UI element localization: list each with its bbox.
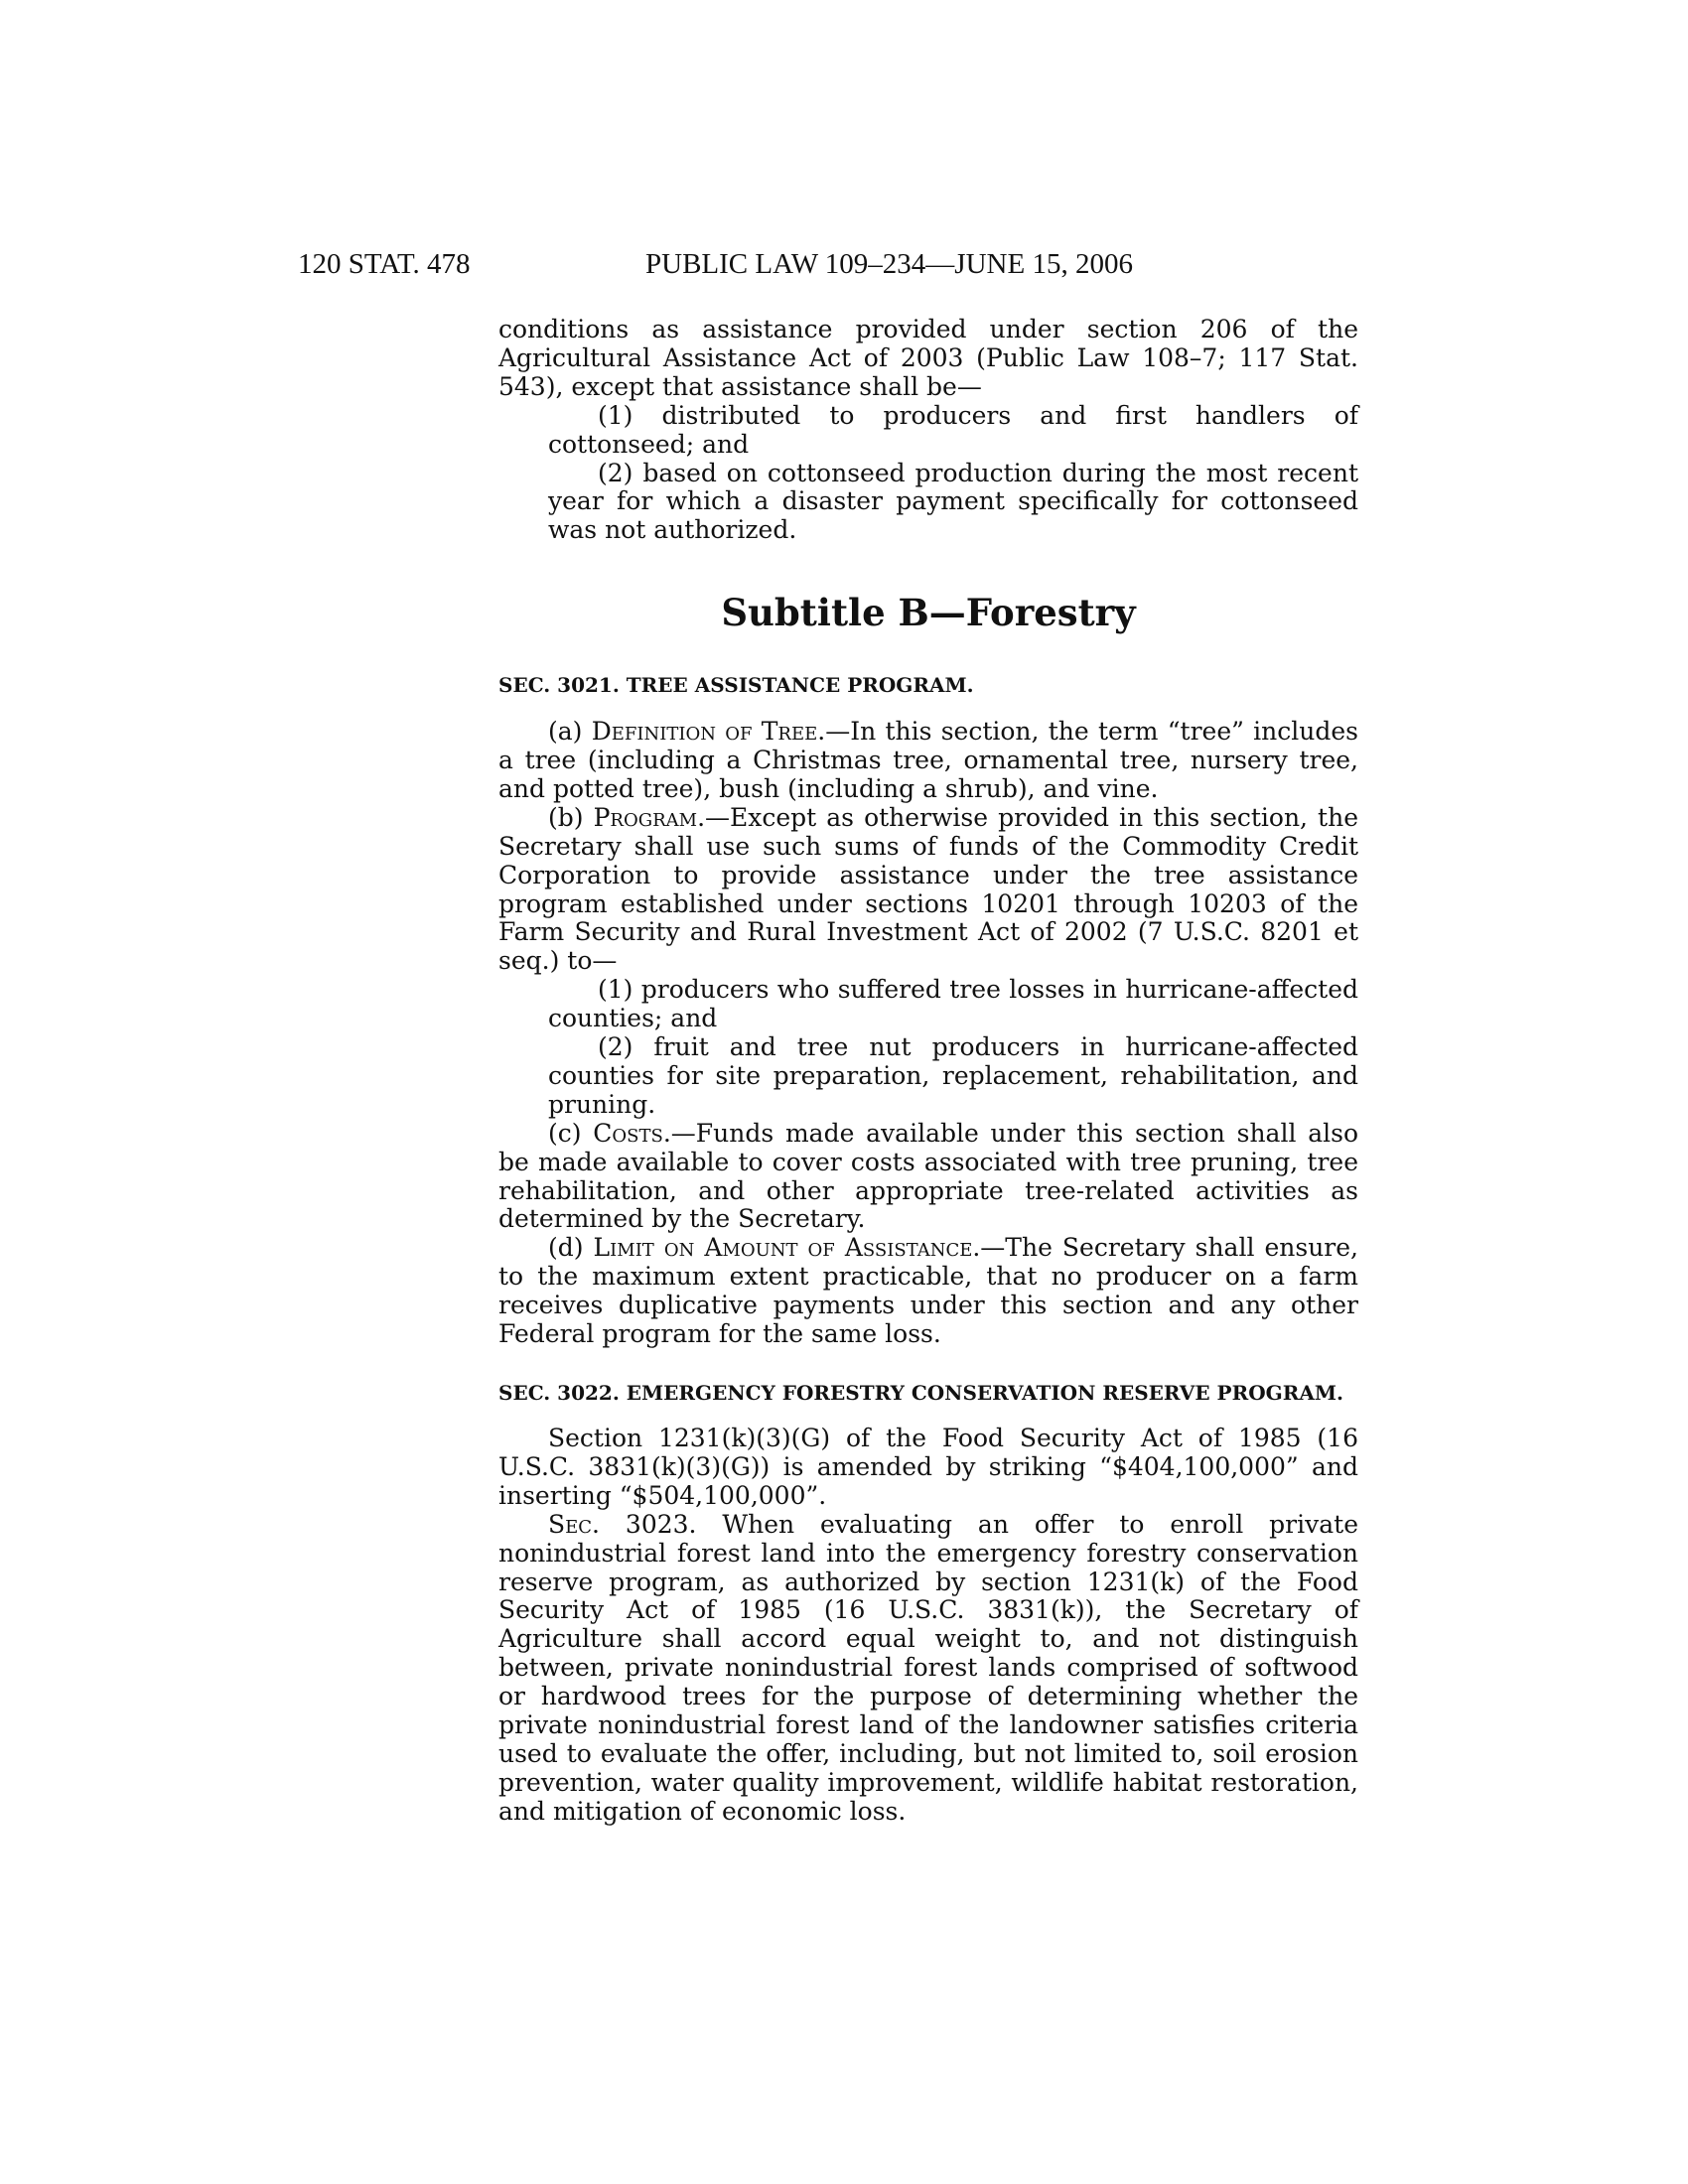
section-3021-d — [498, 1234, 1358, 1349]
para-caption: Limit on Amount of Assistance — [593, 1233, 973, 1263]
para-label: (a) — [548, 717, 592, 747]
document-body — [498, 316, 1358, 1827]
section-3021-b-2: (2) fruit and tree nut producers in hurricane-affected counties for site preparation, replacement, rehabilitation, and pruning. — [548, 1032, 1358, 1119]
statute-page-number: 120 STAT. 478 — [298, 248, 471, 280]
running-header — [298, 248, 1370, 288]
opening-item-2: (2) based on cottonseed production during the most recent year for which a disaster payment specifically for cottonseed was not authorized. — [548, 458, 1358, 545]
para-label: (b) — [548, 802, 594, 832]
section-3021-b — [498, 804, 1358, 976]
subtitle-heading: Subtitle B—Forestry — [721, 591, 1136, 635]
para-caption: Definition of Tree — [591, 717, 818, 747]
section-3021-a — [498, 718, 1358, 804]
para-text: .—The Secretary shall ensure, to the maximum extent practicable, that no producer on a farm receives duplicative payments under this section and any other Federal program for the same loss. — [498, 1233, 1358, 1349]
para-text: .—Funds made available under this section shall also be made available to cover costs associated with tree pruning, tree rehabilitation, and other appropriate tree-related activities as determined by the Secretary. — [498, 1118, 1358, 1234]
section-3021-b-1: (1) producers who suffered tree losses in hurricane-affected counties; and — [548, 975, 1358, 1033]
section-3021-heading: SEC. 3021. TREE ASSISTANCE PROGRAM. — [498, 673, 974, 698]
para-text: .—Except as otherwise provided in this section, the Secretary shall use such sums of funds of the Commodity Credit Corporation to provide assistance under the tree assistance program established under sections 10201 through 10203 of the Farm Security and Rural Investment Act of 2002 (7 U.S.C. 8201 et seq.) to— — [498, 802, 1359, 976]
section-3023-text — [498, 1511, 1358, 1827]
section-3022-heading: SEC. 3022. EMERGENCY FORESTRY CONSERVATION RESERVE PROGRAM. — [498, 1381, 1343, 1405]
para-text: . 3023. When evaluating an offer to enroll private nonindustrial forest land into the emergency forestry conservation reserve program, as authorized by section 1231(k) of the Food Security Act of 1985 (16 U.S.C. 3831(k)), the Secretary of Agriculture shall accord equal weight to, and not distinguish between, private nonindustrial forest lands comprised of softwood or hardwood trees for the purpose of determining whether the private nonindustrial forest land of the landowner satisfies criteria used to evaluate the offer, including, but not limited to, soil erosion prevention, water quality improvement, wildlife habitat restoration, and mitigation of economic loss. — [498, 1509, 1358, 1826]
para-caption: Program — [593, 802, 698, 832]
para-text: .—In this section, the term “tree” includes a tree (including a Christmas tree, ornamental tree, nursery tree, and potted tree), bush (including a shrub), and vine. — [498, 717, 1358, 803]
law-title: PUBLIC LAW 109–234—JUNE 15, 2006 — [645, 248, 1133, 280]
section-3022-text: Section 1231(k)(3)(G) of the Food Security Act of 1985 (16 U.S.C. 3831(k)(3)(G)) is amended by striking “$404,100,000” and inserting “$504,100,000”. — [498, 1424, 1358, 1510]
para-label: (c) — [548, 1118, 594, 1148]
para-label: (d) — [548, 1233, 594, 1263]
para-caption: Costs — [593, 1118, 663, 1148]
sec-label: Sec — [548, 1509, 593, 1539]
section-3021-c — [498, 1120, 1358, 1235]
opening-item-1: (1) distributed to producers and first handlers of cottonseed; and — [548, 400, 1358, 459]
opening-paragraph: conditions as assistance provided under section 206 of the Agricultural Assistance Act of 2003 (Public Law 108–7; 117 Stat. 543), except that assistance shall be— — [498, 315, 1358, 401]
